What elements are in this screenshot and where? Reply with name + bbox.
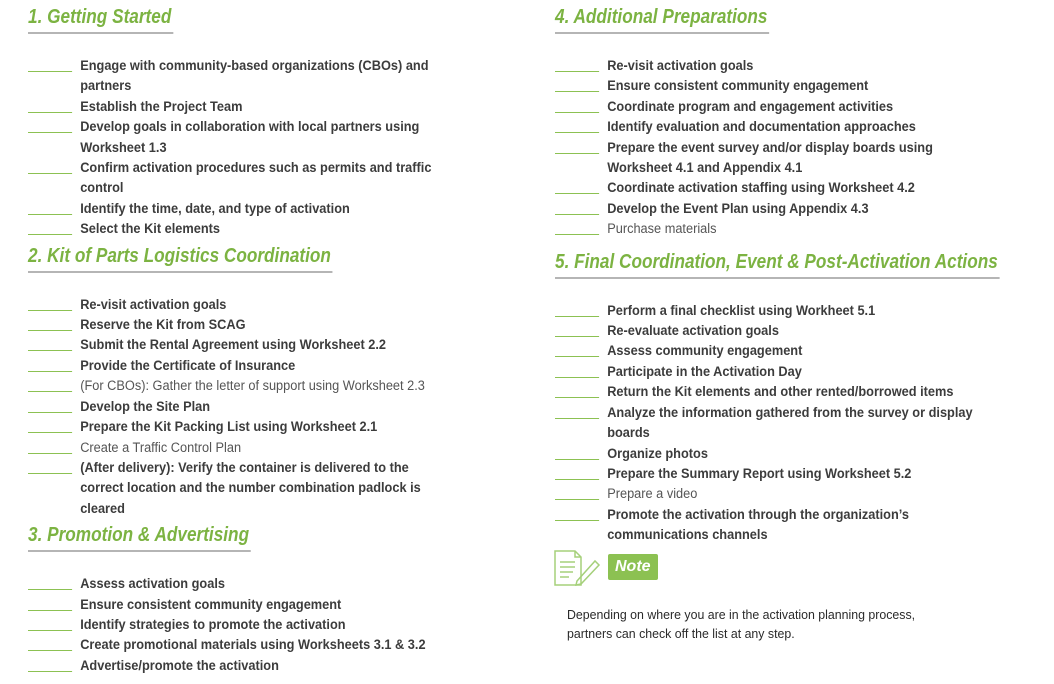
- checkbox-blank-line[interactable]: [555, 301, 599, 317]
- section-title: 4. Additional Preparations: [555, 4, 769, 34]
- checkbox-blank-line[interactable]: [28, 438, 72, 454]
- section-getting-started: [28, 4, 528, 240]
- checklist-item: [28, 158, 478, 199]
- checkbox-blank-line[interactable]: [555, 219, 599, 235]
- checklist-item: [555, 199, 1001, 219]
- checkbox-blank-line[interactable]: [28, 595, 72, 611]
- checkbox-blank-line[interactable]: [28, 458, 72, 474]
- checklist-item: [28, 438, 478, 458]
- checklist-item-text: Confirm activation procedures such as permits and traffic control: [80, 160, 432, 197]
- checkbox-blank-line[interactable]: [555, 321, 599, 337]
- checklist-item-text: Select the Kit elements: [80, 221, 221, 238]
- section-title: 2. Kit of Parts Logistics Coordination: [28, 243, 333, 273]
- checklist-item-text: Ensure consistent community engagement: [80, 596, 342, 613]
- checklist-item-text: Re-visit activation goals: [607, 58, 754, 74]
- checklist-item: [555, 321, 1001, 341]
- checklist-item-text: Identify the time, date, and type of activation: [80, 200, 350, 217]
- checklist-item: [28, 315, 478, 335]
- checklist-item: [28, 117, 478, 158]
- checklist-item-text: Identify strategies to promote the activation: [80, 616, 346, 633]
- checklist-item: [555, 362, 1001, 382]
- checkbox-blank-line[interactable]: [28, 56, 72, 72]
- checklist-item: [28, 295, 478, 315]
- checklist-item: [555, 76, 1001, 96]
- checklist-item-text: Reserve the Kit from SCAG: [80, 317, 246, 334]
- section-final-coordination: [555, 249, 1050, 546]
- checkbox-blank-line[interactable]: [28, 158, 72, 174]
- left-column: [28, 4, 528, 676]
- checklist-item-text: Coordinate program and engagement activities: [607, 98, 894, 115]
- note-pencil-icon: [553, 549, 601, 587]
- checklist-item: [555, 117, 1001, 137]
- checkbox-blank-line[interactable]: [28, 397, 72, 413]
- checkbox-blank-line[interactable]: [555, 76, 599, 92]
- note-text: Depending on where you are in the activation planning process, partners can check off the list at any step.: [567, 606, 916, 642]
- checklist-item: [28, 335, 478, 355]
- checklist-item-text: Re-evaluate activation goals: [607, 323, 779, 340]
- checklist-item-text: Prepare the Kit Packing List using Worksheet 2.1: [80, 419, 378, 436]
- checklist: [28, 295, 478, 519]
- checklist: [555, 56, 1001, 240]
- checkbox-blank-line[interactable]: [28, 574, 72, 590]
- checklist-item: [28, 97, 478, 117]
- checklist-item: [555, 178, 1001, 198]
- checklist-item: [555, 56, 1001, 76]
- checkbox-blank-line[interactable]: [28, 199, 72, 215]
- right-column: [555, 4, 1050, 679]
- checklist-item-text: Advertise/promote the activation: [80, 657, 279, 674]
- checklist: [28, 574, 478, 676]
- checklist-item-text: Provide the Certificate of Insurance: [80, 357, 296, 374]
- checkbox-blank-line[interactable]: [28, 656, 72, 672]
- checklist-item: [555, 484, 1001, 504]
- checklist-item-text: Re-visit activation goals: [80, 296, 227, 313]
- checklist-item: [555, 382, 1001, 402]
- checklist-item: [555, 219, 1001, 239]
- checklist-item-text: Purchase materials: [607, 221, 717, 238]
- checklist-item: [555, 505, 1001, 546]
- section-title: 1. Getting Started: [28, 4, 173, 34]
- checklist-item: [28, 397, 478, 417]
- checklist-item: [28, 615, 478, 635]
- checkbox-blank-line[interactable]: [28, 219, 72, 235]
- checklist-item-text: Establish the Project Team: [80, 98, 243, 115]
- checklist: [28, 56, 478, 240]
- checklist-item-text: Develop goals in collaboration with local partners using Worksheet 1.3: [80, 119, 420, 156]
- checkbox-blank-line[interactable]: [28, 376, 72, 392]
- checklist-item-text: Develop the Event Plan using Appendix 4.3: [607, 200, 869, 217]
- checklist-item-text: Submit the Rental Agreement using Worksheet 2.2: [80, 337, 387, 354]
- checkbox-blank-line[interactable]: [555, 341, 599, 357]
- checkbox-blank-line[interactable]: [555, 97, 599, 113]
- checklist-item-text: Identify evaluation and documentation approaches: [607, 119, 916, 136]
- checkbox-blank-line[interactable]: [28, 97, 72, 113]
- checkbox-blank-line[interactable]: [555, 138, 599, 154]
- checklist-item-text: Return the Kit elements and other rented/borrowed items: [607, 384, 954, 401]
- section-kit-logistics: [28, 243, 528, 519]
- checklist-item: [28, 199, 478, 219]
- checklist-item: [28, 595, 478, 615]
- checklist-item-text: (For CBOs): Gather the letter of support using Worksheet 2.3: [80, 378, 425, 395]
- checklist-item: [555, 444, 1001, 464]
- checklist-item-text: Prepare a video: [607, 486, 698, 503]
- checklist-item-text: Analyze the information gathered from the survey or display boards: [607, 404, 973, 442]
- checkbox-blank-line[interactable]: [555, 117, 599, 133]
- checklist-item: [28, 574, 478, 594]
- checkbox-blank-line[interactable]: [28, 615, 72, 631]
- checklist-item-text: Coordinate activation staffing using Worksheet 4.2: [607, 180, 915, 197]
- checklist-item: [28, 656, 478, 676]
- checklist-item-text: Perform a final checklist using Workheet 5.1: [607, 302, 876, 319]
- checkbox-blank-line[interactable]: [28, 117, 72, 133]
- checklist: [555, 301, 1001, 546]
- checkbox-blank-line[interactable]: [555, 382, 599, 398]
- checklist-item-text: (After delivery): Verify the container is delivered to the correct location and the number combination padlock is cleared: [80, 459, 421, 517]
- checklist-item-text: Prepare the Summary Report using Worksheet 5.2: [607, 465, 912, 482]
- checklist-item-text: Promote the activation through the organization’s communications channels: [607, 506, 909, 544]
- checklist-item-text: Organize photos: [607, 445, 708, 462]
- checklist-item: [555, 301, 1001, 321]
- checklist-item-text: Prepare the event survey and/or display boards using Worksheet 4.1 and Appendix 4.1: [607, 139, 933, 177]
- checkbox-blank-line[interactable]: [28, 335, 72, 351]
- checkbox-blank-line[interactable]: [555, 199, 599, 215]
- checkbox-blank-line[interactable]: [555, 505, 599, 521]
- checklist-item: [28, 219, 478, 239]
- checkbox-blank-line[interactable]: [555, 56, 599, 72]
- checkbox-blank-line[interactable]: [555, 403, 599, 419]
- note-badge: Note: [608, 554, 658, 580]
- checklist-item: [555, 97, 1001, 117]
- checklist-item: [28, 56, 478, 97]
- section-promotion: [28, 522, 528, 676]
- checklist-item-text: Develop the Site Plan: [80, 398, 211, 415]
- checklist-item-text: Create a Traffic Control Plan: [80, 439, 242, 456]
- checklist-item-text: Ensure consistent community engagement: [607, 78, 869, 95]
- checkbox-blank-line[interactable]: [28, 315, 72, 331]
- checkbox-blank-line[interactable]: [555, 444, 599, 460]
- checkbox-blank-line[interactable]: [555, 362, 599, 378]
- checklist-item-text: Participate in the Activation Day: [607, 363, 802, 380]
- checkbox-blank-line[interactable]: [28, 295, 72, 311]
- checklist-item: [555, 403, 1001, 444]
- note-box: [555, 549, 1050, 679]
- checklist-item: [555, 341, 1001, 361]
- checklist-item-text: Engage with community-based organizations (CBOs) and partners: [80, 58, 429, 95]
- checklist-item: [555, 464, 1001, 484]
- checklist-item: [28, 458, 478, 519]
- checklist-item: [28, 417, 478, 437]
- checklist-item: [28, 635, 478, 655]
- checkbox-blank-line[interactable]: [28, 635, 72, 651]
- checkbox-blank-line[interactable]: [28, 417, 72, 433]
- checklist-item-text: Assess activation goals: [80, 576, 225, 593]
- section-title: 3. Promotion & Advertising: [28, 522, 251, 552]
- checklist-item: [28, 376, 478, 396]
- section-title: 5. Final Coordination, Event & Post-Activation Actions: [555, 249, 999, 279]
- checklist-item: [555, 138, 1001, 179]
- checklist-item-text: Assess community engagement: [607, 343, 803, 360]
- section-additional-preparations: [555, 4, 1050, 240]
- checklist-item-text: Create promotional materials using Worksheets 3.1 & 3.2: [80, 637, 426, 654]
- checkbox-blank-line[interactable]: [555, 178, 599, 194]
- checkbox-blank-line[interactable]: [555, 484, 599, 500]
- checkbox-blank-line[interactable]: [555, 464, 599, 480]
- checklist-item: [28, 356, 478, 376]
- checkbox-blank-line[interactable]: [28, 356, 72, 372]
